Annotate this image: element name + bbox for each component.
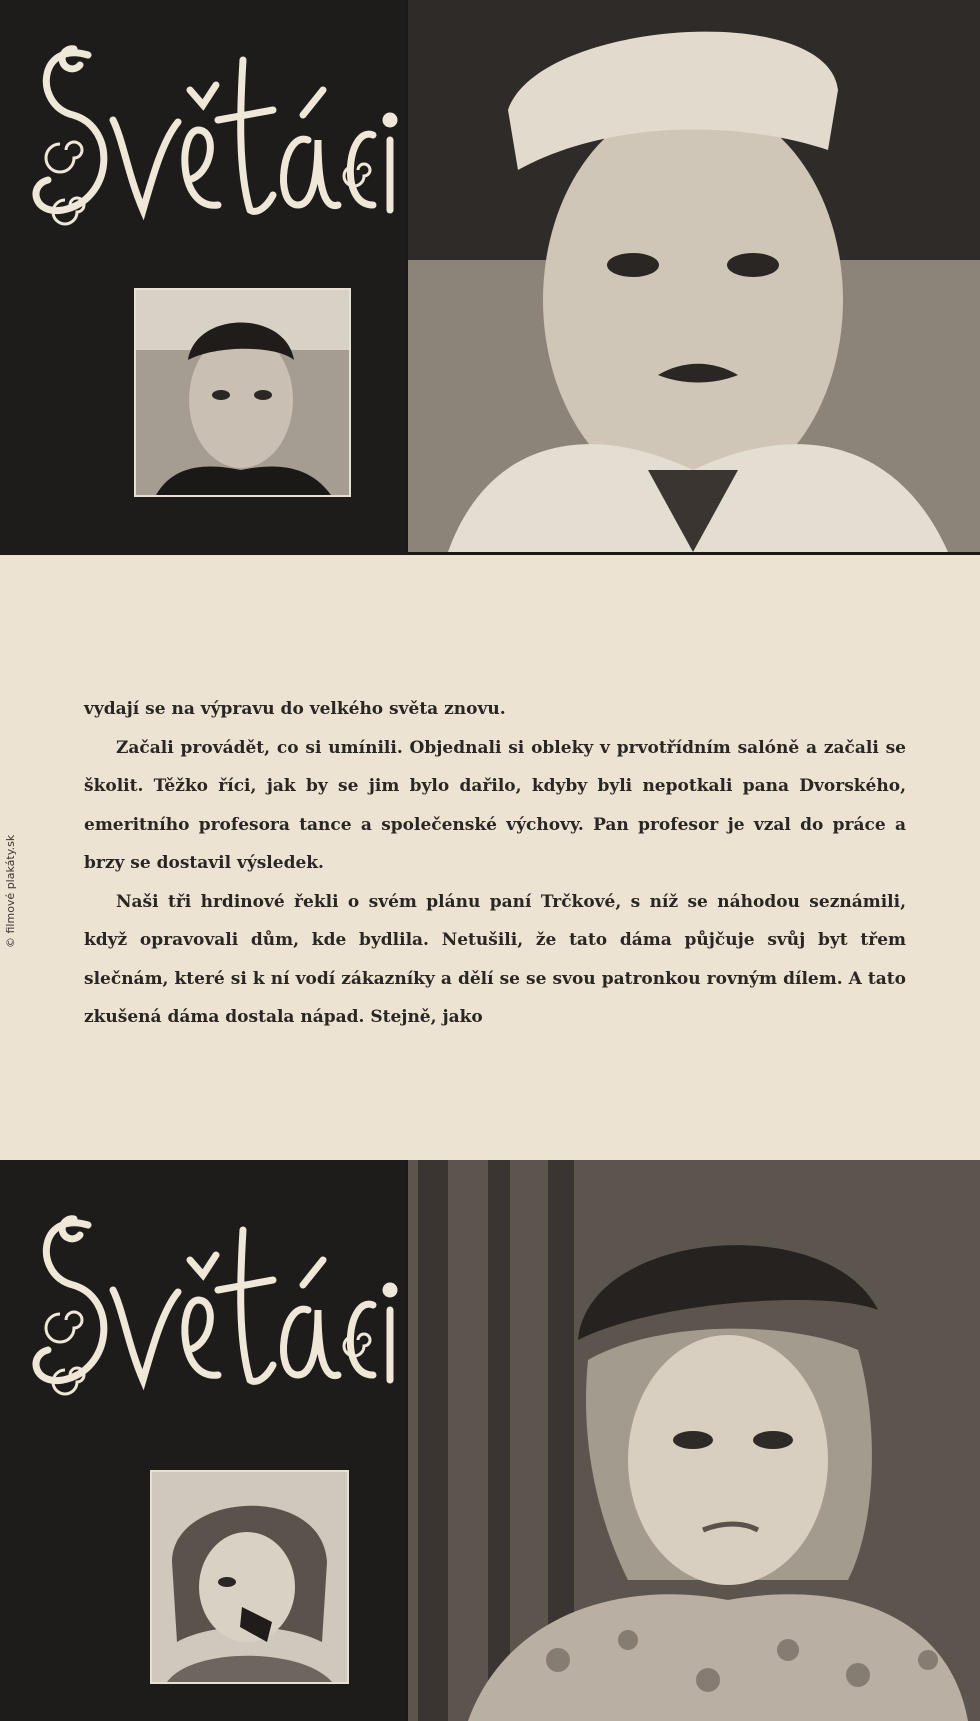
man-in-cap-portrait-icon: [408, 0, 980, 552]
bottom-panel: [0, 1160, 980, 1721]
top-left-block: [0, 0, 405, 555]
top-big-photo: [408, 0, 980, 552]
bottom-left-block: [0, 1160, 405, 1721]
top-small-photo: [134, 288, 351, 497]
woman-portrait-icon: [152, 1472, 347, 1682]
bottom-small-photo: [150, 1470, 349, 1684]
article-text: [84, 690, 906, 1037]
bottom-big-photo: [408, 1160, 980, 1721]
paragraph: Začali provádět, co si umínili. Objednali si obleky v prvotřídním salóně a začali se školit. Těžko říci, jak by se jim bylo dařilo, kdyby byli nepotkali pana Dvorského, emeritního profesora tance a společenské výchovy. Pan profesor je vzal do práce a brzy se dostavil výsledek.: [84, 737, 906, 873]
bottom-title-logo: [18, 1180, 398, 1410]
paragraph: vydají se na výpravu do velkého světa znovu.: [84, 699, 506, 719]
woman-in-beret-portrait-icon: [408, 1160, 980, 1721]
man-portrait-icon: [136, 290, 349, 495]
top-title-logo: [18, 10, 398, 240]
side-credit: © filmové plakáty.sk: [4, 834, 17, 948]
top-panel: [0, 0, 980, 555]
logo-swirl-icon: [18, 1180, 398, 1410]
logo-swirl-icon: [18, 10, 398, 240]
paragraph: Naši tři hrdinové řekli o svém plánu paní Trčkové, s níž se náhodou seznámili, když opravovali dům, kde bydlila. Netušili, že tato dáma půjčuje svůj byt třem slečnám, které si k ní vodí zákazníky a dělí se se svou patronkou rovným dílem. A tato zkušená dáma dostala nápad. Stejně, jako: [84, 891, 906, 1027]
